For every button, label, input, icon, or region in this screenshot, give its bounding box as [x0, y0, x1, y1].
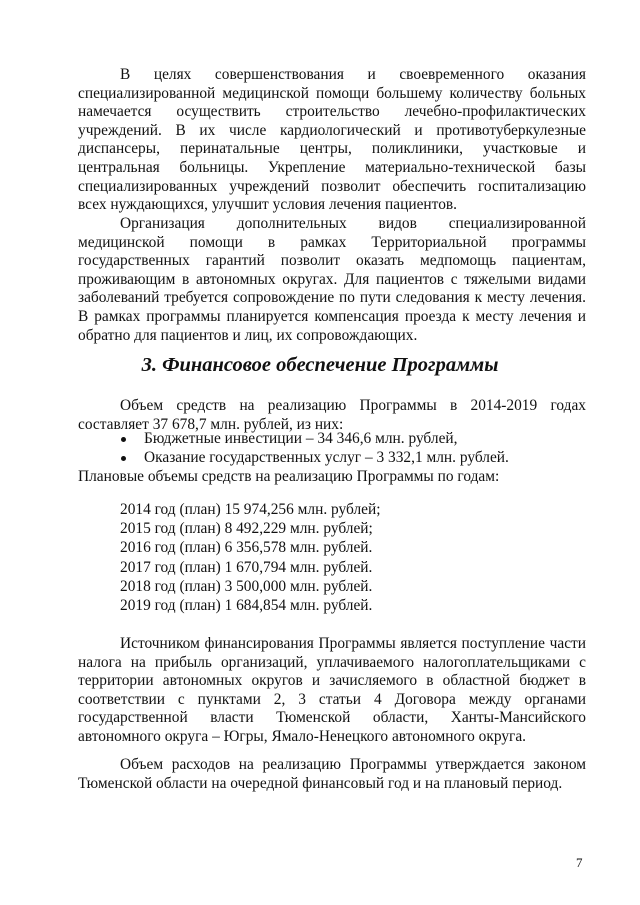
paragraph-funding-total: Объем средств на реализацию Программы в 2014-2019 годах составляет 37 678,7 млн. рублей, из них: — [78, 397, 586, 433]
paragraph-funding-source: Источником финансирования Программы является поступление части налога на прибыль организаций, уплачиваемого налогоплательщиками с территории автономных округов и зачисляемого в областной бюджет в соответствии с пунктами 2, 3 статьи 4 Договора между органами государственной власти Тюменской области, Ханты-Мансийского автономного округа – Югры, Ямало-Ненецкого автономного округа. — [78, 635, 586, 745]
section-heading: 3. Финансовое обеспечение Программы — [141, 354, 499, 376]
paragraph-additional-care: Организация дополнительных видов специализированной медицинской помощи в рамках Территориальной программы государственных гарантий позволит оказать медпомощь пациентам, проживающим в автономных округах. Для пациентов с тяжелыми видами заболеваний требуется сопровождение по пути следования к месту лечения. В рамках программы планируется компенсация проезда к месту лечения и обратно для пациентов и лиц, их сопровождающих. — [78, 215, 586, 344]
page-number: 7 — [576, 855, 583, 870]
bullet-item-investments: Бюджетные инвестиции – 34 346,6 млн. рублей, — [118, 430, 509, 449]
year-plan-item: 2019 год (план) 1 684,854 млн. рублей. — [120, 597, 373, 615]
paragraph-plan-heading: Плановые объемы средств на реализацию Программы по годам: — [78, 468, 500, 485]
funding-bullet-list — [118, 430, 509, 467]
year-plan-item: 2017 год (план) 1 670,794 млн. рублей. — [120, 558, 373, 576]
year-plan-item: 2016 год (план) 6 356,578 млн. рублей. — [120, 539, 373, 557]
paragraph-specialized-care: В целях совершенствования и своевременного оказания специализированной медицинской помощи большему количеству больных намечается осуществить строительство лечебно-профилактических учреждений. В их числе кардиологический и противотуберкулезные диспансеры, перинатальные центры, поликлиники, участковые и центральная больницы. Укрепление материально-технической базы специализированных учреждений позволит обеспечить госпитализацию всех нуждающихся, улучшит условия лечения пациентов. — [78, 66, 586, 214]
paragraph-expenditure-law: Объем расходов на реализацию Программы утверждается законом Тюменской области на очередной финансовый год и на плановый период. — [78, 756, 586, 792]
yearly-plan-list — [120, 500, 380, 615]
year-plan-item: 2018 год (план) 3 500,000 млн. рублей. — [120, 577, 373, 595]
year-plan-item: 2014 год (план) 15 974,256 млн. рублей; — [120, 501, 381, 518]
bullet-item-services: Оказание государственных услуг – 3 332,1 млн. рублей. — [118, 449, 509, 468]
year-plan-item: 2015 год (план) 8 492,229 млн. рублей; — [120, 520, 373, 538]
